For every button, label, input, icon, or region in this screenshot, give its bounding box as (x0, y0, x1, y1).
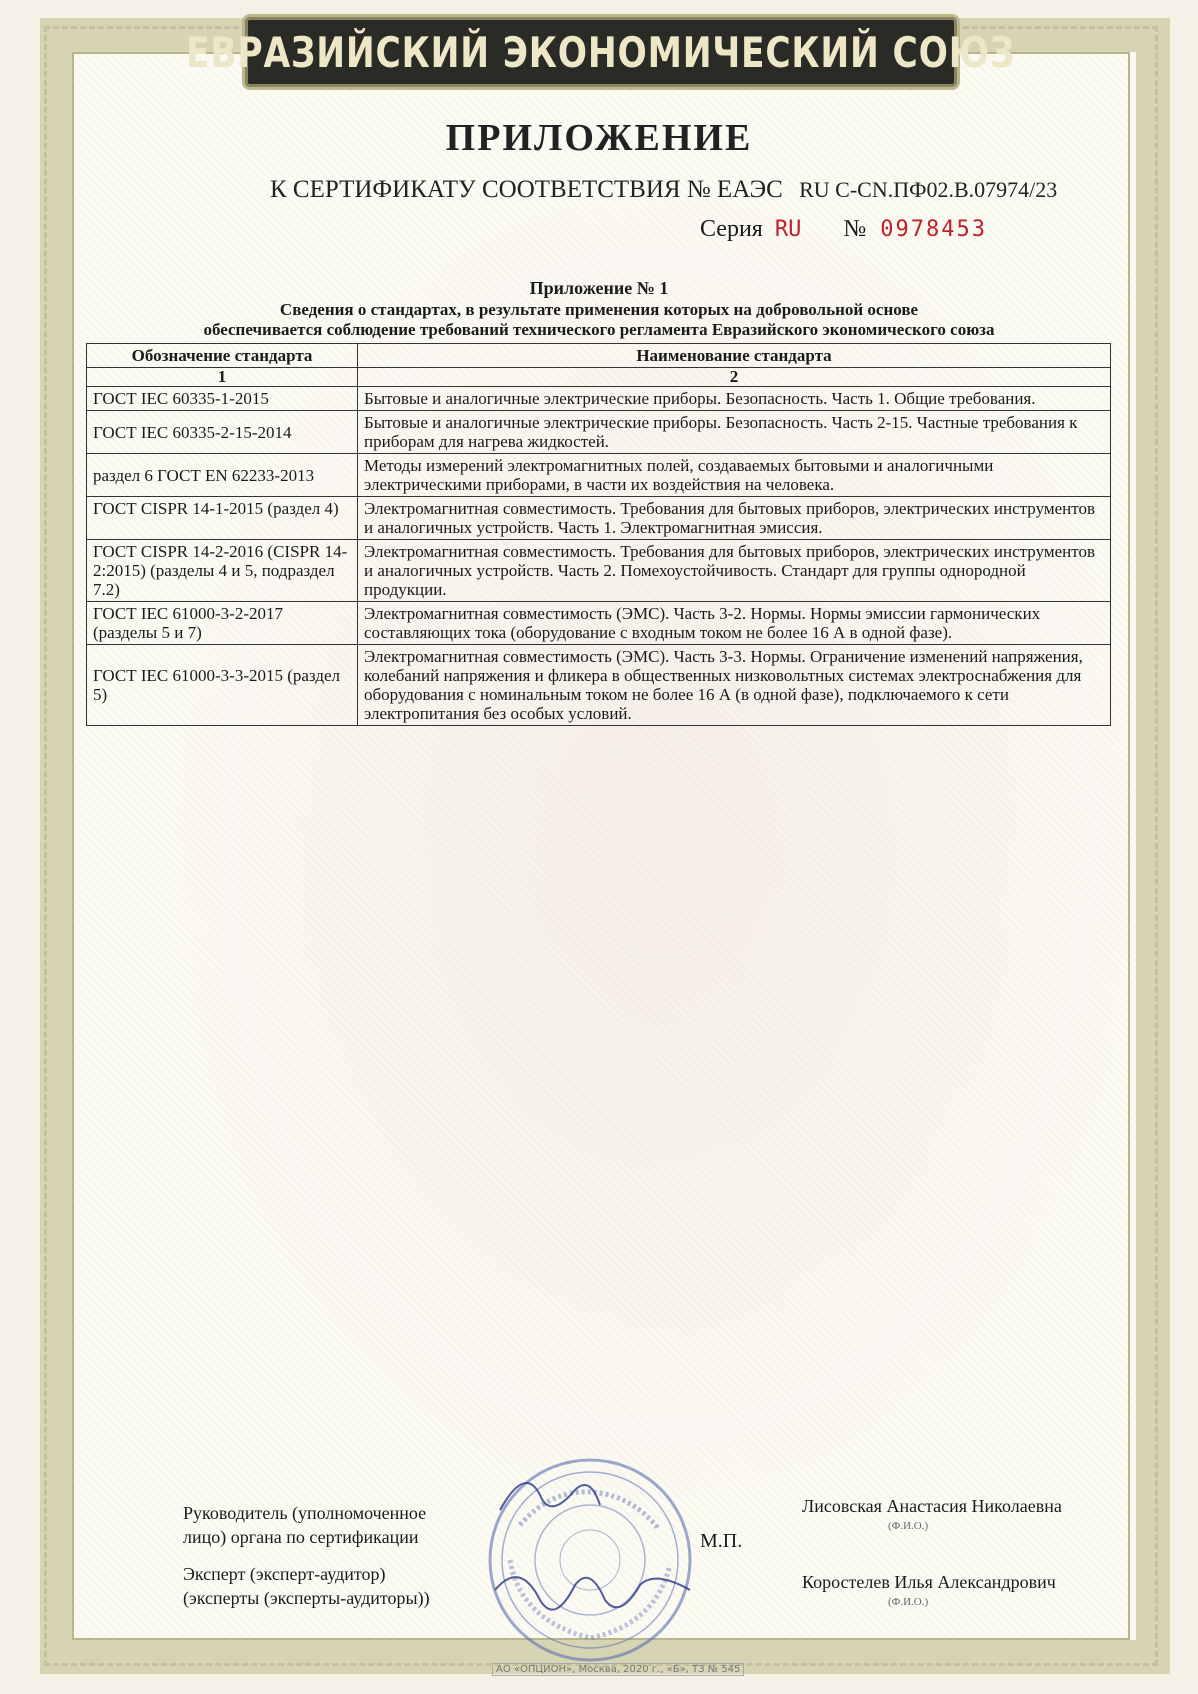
standard-code: ГОСТ IEC 60335-1-2015 (87, 387, 358, 411)
series-line (700, 216, 987, 243)
table-header-row (87, 344, 1111, 368)
serial-number: 0978453 (880, 217, 987, 242)
table-row (87, 645, 1111, 726)
standard-name: Бытовые и аналогичные электрические приборы. Безопасность. Часть 2-15. Частные требования к приборам для нагрева жидкостей. (358, 411, 1111, 454)
head-label-line2: лицо) органа по сертификации (183, 1527, 419, 1547)
seal-place-label: М.П. (700, 1530, 743, 1552)
column-header-code: Обозначение стандарта (87, 344, 358, 368)
standard-code: ГОСТ CISPR 14-1-2015 (раздел 4) (87, 497, 358, 540)
series-value: RU (774, 217, 802, 242)
column-number-row (87, 368, 1111, 387)
standard-code: ГОСТ IEC 61000-3-2-2017 (разделы 5 и 7) (87, 602, 358, 645)
column-number-2: 2 (358, 368, 1111, 387)
standard-code: раздел 6 ГОСТ EN 62233-2013 (87, 454, 358, 497)
standard-name: Электромагнитная совместимость (ЭМС). Часть 3-2. Нормы. Нормы эмиссии гармонических составляющих тока (оборудование с входным током не более 16 А в одной фазе). (358, 602, 1111, 645)
fio-label-expert: (Ф.И.О.) (888, 1596, 929, 1608)
standard-name: Бытовые и аналогичные электрические приборы. Безопасность. Часть 1. Общие требования. (358, 387, 1111, 411)
standard-name: Электромагнитная совместимость. Требования для бытовых приборов, электрических инструментов и аналогичных устройств. Часть 2. Помехоустойчивость. Стандарт для группы однородной продукции. (358, 540, 1111, 602)
page-title: ПРИЛОЖЕНИЕ (445, 117, 753, 159)
standard-name: Электромагнитная совместимость (ЭМС). Часть 3-3. Нормы. Ограничение изменений напряжения, колебаний напряжения и фликера в общественных низковольтных системах электроснабжения для оборудования с номинальным током не более 16 А (в одной фазе), подключаемого к сети электропитания без особых условий. (358, 645, 1111, 726)
table-row (87, 387, 1111, 411)
table-row (87, 497, 1111, 540)
appendix-title: Приложение № 1 (529, 278, 669, 298)
head-name: Лисовская Анастасия Николаевна (802, 1496, 1062, 1516)
head-label-line1: Руководитель (уполномоченное (183, 1503, 427, 1523)
standard-code: ГОСТ IEC 60335-2-15-2014 (87, 411, 358, 454)
standard-code: ГОСТ CISPR 14-2-2016 (CISPR 14-2:2015) (разделы 4 и 5, подраздел 7.2) (87, 540, 358, 602)
union-banner (186, 14, 1016, 90)
series-label: Серия (700, 216, 763, 242)
banner-text: ЕВРАЗИЙСКИЙ ЭКОНОМИЧЕСКИЙ СОЮЗ (186, 27, 1016, 77)
certificate-label: К СЕРТИФИКАТУ СООТВЕТСТВИЯ № ЕАЭС (270, 176, 783, 203)
standard-name: Электромагнитная совместимость. Требования для бытовых приборов, электрических инструментов и аналогичных устройств. Часть 1. Электромагнитная эмиссия. (358, 497, 1111, 540)
appendix-description-line2: обеспечивается соблюдение требований технического регламента Евразийского экономического союза (203, 320, 995, 339)
table-row (87, 540, 1111, 602)
table-row (87, 454, 1111, 497)
serial-no-label: № (843, 216, 867, 242)
certificate-number: RU С-CN.ПФ02.В.07974/23 (799, 177, 1058, 202)
table-row (87, 602, 1111, 645)
fio-label-head: (Ф.И.О.) (888, 1520, 929, 1532)
guilloche-frame (40, 18, 1170, 1674)
expert-label-line1: Эксперт (эксперт-аудитор) (183, 1564, 386, 1584)
standards-table (86, 343, 1111, 726)
round-seal-stamp (480, 1450, 720, 1680)
certificate-line (270, 176, 1057, 204)
printer-mark: АО «ОПЦИОН», Москва, 2020 г., «Б», ТЗ № 545 (492, 1663, 744, 1676)
standard-name: Методы измерений электромагнитных полей, создаваемых бытовыми и аналогичными электрическими приборами, в части их воздействия на человека. (358, 454, 1111, 497)
expert-name: Коростелев Илья Александрович (802, 1572, 1056, 1592)
column-header-name: Наименование стандарта (358, 344, 1111, 368)
column-number-1: 1 (87, 368, 358, 387)
appendix-description-line1: Сведения о стандартах, в результате применения которых на добровольной основе (279, 300, 919, 319)
table-row (87, 411, 1111, 454)
expert-label-line2: (эксперты (эксперты-аудиторы)) (183, 1588, 430, 1608)
standard-code: ГОСТ IEC 61000-3-3-2015 (раздел 5) (87, 645, 358, 726)
